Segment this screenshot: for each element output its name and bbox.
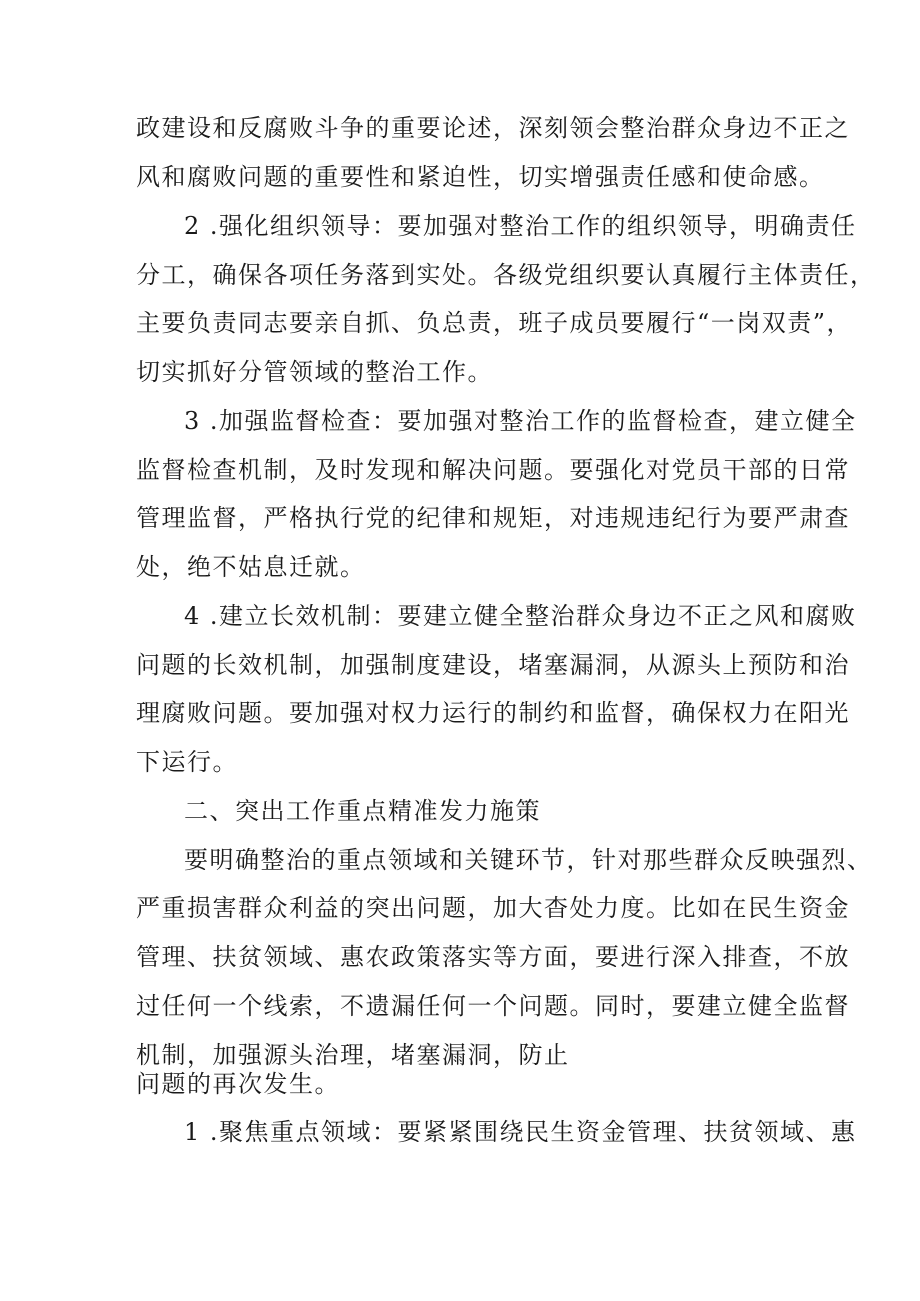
- text-line: 处，绝不姑息迁就。: [136, 553, 366, 581]
- text-line: 要明确整治的重点领域和关键环节，针对那些群众反映强烈、: [184, 846, 873, 874]
- text-line: 4 .建立长效机制：要建立健全整治群众身边不正之风和腐败: [184, 602, 857, 630]
- text-line: 管理监督，严格执行党的纪律和规矩，对违规违纪行为要严肃查: [136, 504, 850, 532]
- text-line: 严重损害群众利益的突出问题，加大杳处力度。比如在民生资金: [136, 894, 850, 922]
- text-line: 3 .加强监督检查：要加强对整治工作的监督检查，建立健全: [184, 407, 857, 435]
- text-line: 1 .聚焦重点领域：要紧紧围绕民生资金管理、扶贫领域、惠: [184, 1118, 857, 1146]
- text-line: 过任何一个线索，不遗漏任何一个问题。同时，要建立健全监督: [136, 992, 850, 1020]
- text-line: 问题的长效机制，加强制度建设，堵塞漏洞，从源头上预防和治: [136, 651, 850, 679]
- text-line: 主要负责同志要亲自抓、负总责，班子成员要履行“一岗双责”，: [136, 309, 853, 337]
- text-line: 机制，加强源头治理，堵塞漏洞，防止: [136, 1041, 570, 1069]
- text-line: 分工，确保各项任务落到实处。各级党组织要认真履行主体责任，: [136, 261, 876, 289]
- text-line: 政建设和反腐败斗争的重要论述，深刻领会整治群众身边不正之: [136, 114, 850, 142]
- text-line: 问题的再次发生。: [136, 1070, 340, 1098]
- section-heading: 二、突出工作重点精准发力施策: [184, 797, 541, 825]
- text-line: 理腐败问题。要加强对权力运行的制约和监督，确保权力在阳光: [136, 699, 850, 727]
- text-line: 切实抓好分管领域的整治工作。: [136, 358, 493, 386]
- text-line: 下运行。: [136, 748, 238, 776]
- text-line: 风和腐败问题的重要性和紧迫性，切实增强责任感和使命感。: [136, 163, 825, 191]
- text-line: 监督检查机制，及时发现和解决问题。要强化对党员干部的日常: [136, 456, 850, 484]
- text-line: 2 .强化组织领导：要加强对整治工作的组织领导，明确责任: [184, 212, 857, 240]
- text-line: 管理、扶贫领域、惠农政策落实等方面，要进行深入排查，不放: [136, 943, 850, 971]
